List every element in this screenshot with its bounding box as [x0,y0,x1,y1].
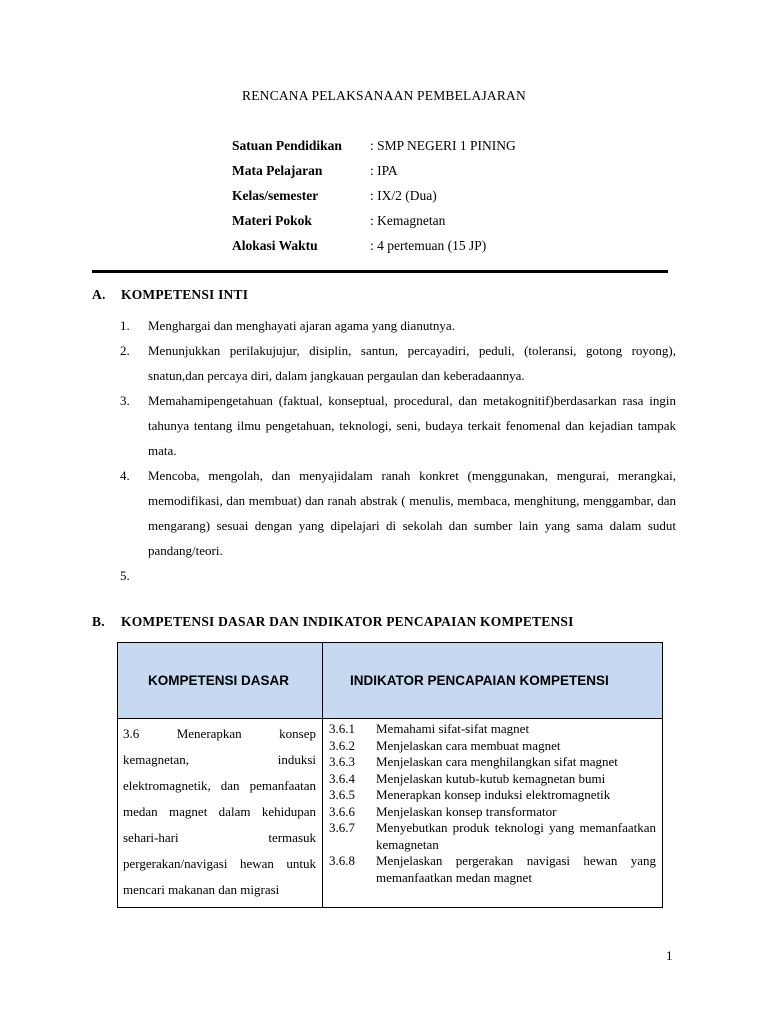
indicator-number: 3.6.7 [329,820,355,835]
indicator-item [329,804,656,821]
indicator-text: Memahami sifat-sifat magnet [376,721,530,736]
section-heading-kompetensi-dasar [92,614,574,630]
identity-label: Alokasi Waktu [232,238,318,253]
table-header-row [118,643,663,719]
kompetensi-inti-list [120,313,676,588]
indicator-number: 3.6.1 [329,721,355,736]
list-number: 1. [120,318,130,333]
list-text: Menunjukkan perilakujujur, disiplin, santun, percayadiri, peduli, (toleransi, gotong royong), snatun,dan percaya diri, dalam jangkauan pergaulan dan keberadaannya. [148,343,676,383]
indicator-text: Menjelaskan konsep transformator [376,803,557,819]
list-text: Memahamipengetahuan (faktual, konseptual, procedural, dan metakognitif)berdasarkan rasa ingin tahunya tentang ilmu pengetahuan, teknologi, seni, budaya terkait fenomenal dan kejadian tampak mata. [148,393,676,458]
identity-row-alokasi [232,236,652,261]
indicator-number: 3.6.4 [329,770,355,786]
horizontal-divider [92,270,668,273]
indicator-item [329,754,656,771]
indicator-text: Menjelaskan cara menghilangkan sifat magnet [376,754,618,769]
column-header-kompetensi-dasar: KOMPETENSI DASAR [118,643,323,719]
indicator-number: 3.6.2 [329,737,355,753]
section-heading-kompetensi-inti [92,287,248,303]
section-title: KOMPETENSI DASAR DAN INDIKATOR PENCAPAIAN KOMPETENSI [121,614,574,629]
list-item [120,313,676,338]
kompetensi-dasar-cell: 3.6 Menerapkan konsep kemagnetan, induksi elektromagnetik, dan pemanfaatan medan magnet dalam kehidupan sehari-hari termasuk pergerakan/navigasi hewan untuk mencari makanan dan migrasi [118,719,323,908]
indicator-item [329,820,656,853]
indicator-text: Menyebutkan produk teknologi yang memanfaatkan kemagnetan [376,820,656,852]
identity-value: : Kemagnetan [370,213,446,228]
indicator-number: 3.6.8 [329,853,355,868]
identity-value: : 4 pertemuan (15 JP) [370,238,487,253]
list-number: 2. [120,343,130,358]
identity-row-satuan [232,136,652,161]
list-number: 3. [120,393,130,408]
list-number: 4. [120,468,130,483]
identity-label: Mata Pelajaran [232,163,323,178]
indicator-text: Menjelaskan cara membuat magnet [376,737,561,753]
identity-row-mapel [232,161,652,186]
list-item [120,388,676,463]
table-row [118,719,663,908]
section-letter: B. [92,614,105,629]
indicator-number: 3.6.5 [329,787,355,802]
list-text: Mencoba, mengolah, dan menyajidalam ranah konkret (menggunakan, mengurai, merangkai, memodifikasi, dan membuat) dan ranah abstrak ( menulis, membaca, menghitung, menggambar, dan mengarang) sesuai dengan yang dipelajari di sekolah dan sumber lain yang sama dalam sudut pandang/teori. [148,468,676,558]
identity-label: Materi Pokok [232,213,312,228]
indicator-number: 3.6.6 [329,803,355,819]
indicator-item [329,738,656,755]
identity-value: : IX/2 (Dua) [370,188,437,203]
identity-value: : IPA [370,163,398,178]
indicator-item [329,771,656,788]
indicator-item [329,853,656,886]
list-item [120,563,676,588]
identity-row-kelas [232,186,652,211]
list-item [120,463,676,563]
indicator-item [329,721,656,738]
indicator-text: Menjelaskan pergerakan navigasi hewan yang memanfaatkan medan magnet [376,853,656,885]
indicator-item [329,787,656,804]
section-letter: A. [92,287,106,302]
identity-label: Satuan Pendidikan [232,138,342,153]
column-header-indikator: INDIKATOR PENCAPAIAN KOMPETENSI [323,643,663,719]
document-title: RENCANA PELAKSANAAN PEMBELAJARAN [242,88,526,103]
indicator-number: 3.6.3 [329,754,355,769]
kompetensi-table [117,642,663,908]
identity-block [232,136,652,261]
identity-value: : SMP NEGERI 1 PINING [370,138,516,153]
list-text: Menghargai dan menghayati ajaran agama yang dianutnya. [148,318,455,333]
identity-row-materi [232,211,652,236]
indikator-cell [323,719,663,908]
list-item [120,338,676,388]
list-number: 5. [120,568,130,583]
identity-label: Kelas/semester [232,188,319,203]
page-number: 1 [666,948,673,963]
indicator-text: Menerapkan konsep induksi elektromagnetik [376,787,611,802]
indicator-text: Menjelaskan kutub-kutub kemagnetan bumi [376,770,606,786]
section-title: KOMPETENSI INTI [121,287,249,302]
